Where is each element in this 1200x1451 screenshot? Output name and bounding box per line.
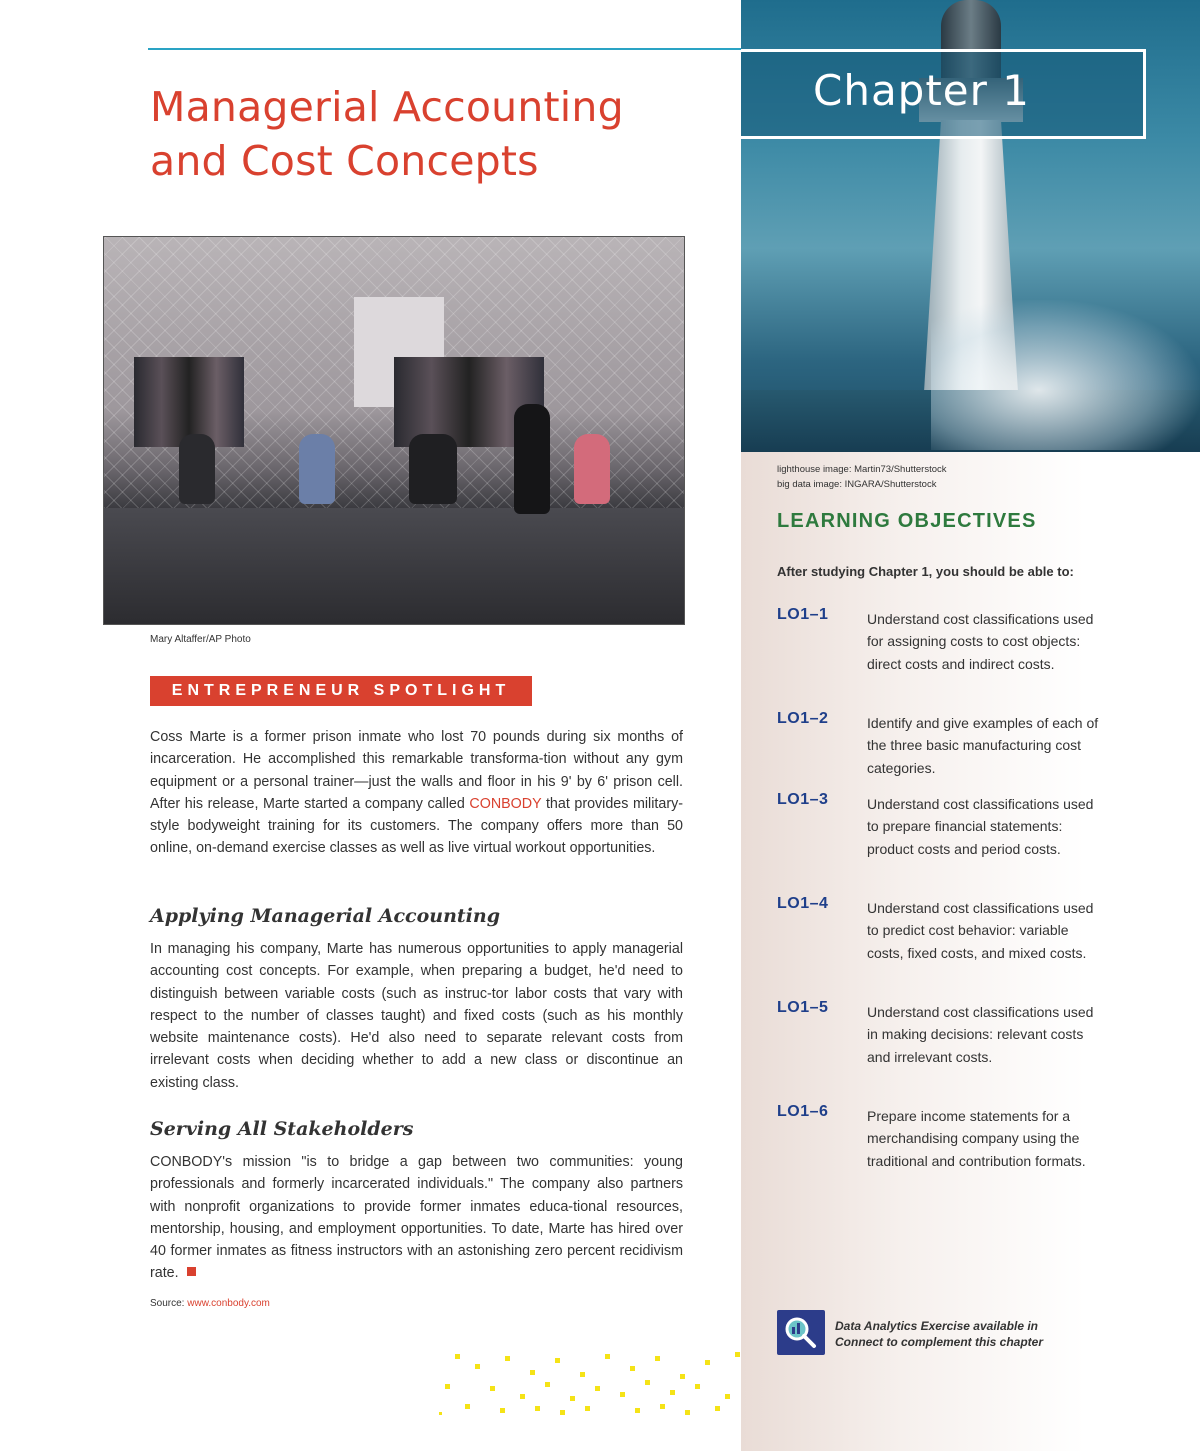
lo-code: LO1–3 bbox=[777, 791, 829, 808]
magnifier-icon bbox=[777, 1310, 825, 1355]
person-figure bbox=[179, 434, 215, 504]
person-figure bbox=[514, 404, 550, 514]
paragraph-text: that provides military-style bodyweight training for its customers. The company offers more than 50 online, on-demand exercise classes as well as live virtual workout opportunities. bbox=[150, 795, 683, 857]
learning-objectives-intro: After studying Chapter 1, you should be able to: bbox=[777, 564, 1074, 579]
page-title: Managerial Accounting and Cost Concepts bbox=[150, 83, 624, 185]
lo-text: Identify and give examples of each of the three basic manufacturing cost categories. bbox=[867, 715, 1099, 776]
person-figure bbox=[409, 434, 457, 504]
entrepreneur-spotlight-banner: ENTREPRENEUR SPOTLIGHT bbox=[150, 676, 532, 706]
chapter-label-box bbox=[741, 49, 1146, 139]
person-figure bbox=[574, 434, 610, 504]
lo-text: Understand cost classifications used to prepare financial statements: product costs and period costs. bbox=[867, 796, 1094, 857]
note-line: Connect to complement this chapter bbox=[835, 1335, 1044, 1349]
top-rule bbox=[148, 48, 741, 50]
paragraph-text: CONBODY's mission "is to bridge a gap between two communities: young professionals and formerly incarcerated individuals." The company also partners with nonprofit organizations to provide former inmates educa-tional resources, mentorship, housing, and employment opportunities. To date, Marte has hired over 40 former inmates as fitness instructors with an astonishing zero percent recidivism rate. bbox=[150, 1154, 683, 1282]
spotlight-paragraph bbox=[150, 726, 683, 860]
credit-line: lighthouse image: Martin73/Shutterstock bbox=[777, 464, 947, 475]
source-link[interactable]: www.conbody.com bbox=[187, 1298, 270, 1309]
gym-photo bbox=[103, 236, 685, 625]
gym-floor bbox=[104, 508, 684, 624]
credit-line: big data image: INGARA/Shutterstock bbox=[777, 479, 937, 490]
data-analytics-note bbox=[835, 1318, 1043, 1350]
lo-code: LO1–6 bbox=[777, 1103, 829, 1120]
applying-paragraph: In managing his company, Marte has numerous opportunities to apply managerial accounting cost concepts. For example, when preparing a budget, he'd need to distinguish between variable costs (such as instruc-tor labor costs that vary with respect to the number of classes taught) and fixed costs (such as his monthly website maintenance costs). He'd also need to separate relevant costs from irrelevant costs when deciding whether to add a new class or discontinue an existing class. bbox=[150, 941, 683, 1091]
lo-code: LO1–1 bbox=[777, 606, 829, 623]
lo-text: Understand cost classifications used in making decisions: relevant costs and irrelevant costs. bbox=[867, 1004, 1094, 1065]
lo-code: LO1–2 bbox=[777, 710, 829, 727]
chapter-number: Chapter 1 bbox=[813, 66, 1030, 115]
company-name: CONBODY bbox=[469, 795, 542, 812]
end-mark-icon bbox=[187, 1267, 196, 1276]
source-label: Source: bbox=[150, 1298, 188, 1309]
photo-credit: Mary Altaffer/AP Photo bbox=[150, 634, 251, 645]
lo-text: Understand cost classifications used for assigning costs to cost objects: direct costs and indirect costs. bbox=[867, 611, 1094, 672]
lo-text: Prepare income statements for a merchandising company using the traditional and contribution formats. bbox=[867, 1108, 1086, 1169]
note-line: Data Analytics Exercise available in bbox=[835, 1319, 1038, 1333]
serving-paragraph bbox=[150, 1151, 683, 1285]
source-line bbox=[150, 1298, 270, 1309]
learning-objectives-heading: LEARNING OBJECTIVES bbox=[777, 510, 1037, 532]
lo-text: Understand cost classifications used to predict cost behavior: variable costs, fixed costs, and mixed costs. bbox=[867, 900, 1094, 961]
lo-code: LO1–4 bbox=[777, 895, 829, 912]
lo-code: LO1–5 bbox=[777, 999, 829, 1016]
applying-heading: Applying Managerial Accounting bbox=[150, 905, 500, 927]
decorative-dots bbox=[435, 1350, 765, 1420]
serving-heading: Serving All Stakeholders bbox=[150, 1118, 414, 1140]
data-analytics-icon bbox=[777, 1310, 825, 1355]
crashing-wave bbox=[931, 300, 1200, 450]
paragraph-text: Coss Marte is a former prison inmate who lost 70 pounds during six months of incarceration. He accomplished this remarkable transforma-tion without any gym equipment or a personal trainer—just the walls and floor in his 9' by 6' prison cell. After his release, Marte started a company called bbox=[150, 729, 683, 812]
image-credits bbox=[777, 462, 947, 492]
person-figure bbox=[299, 434, 335, 504]
